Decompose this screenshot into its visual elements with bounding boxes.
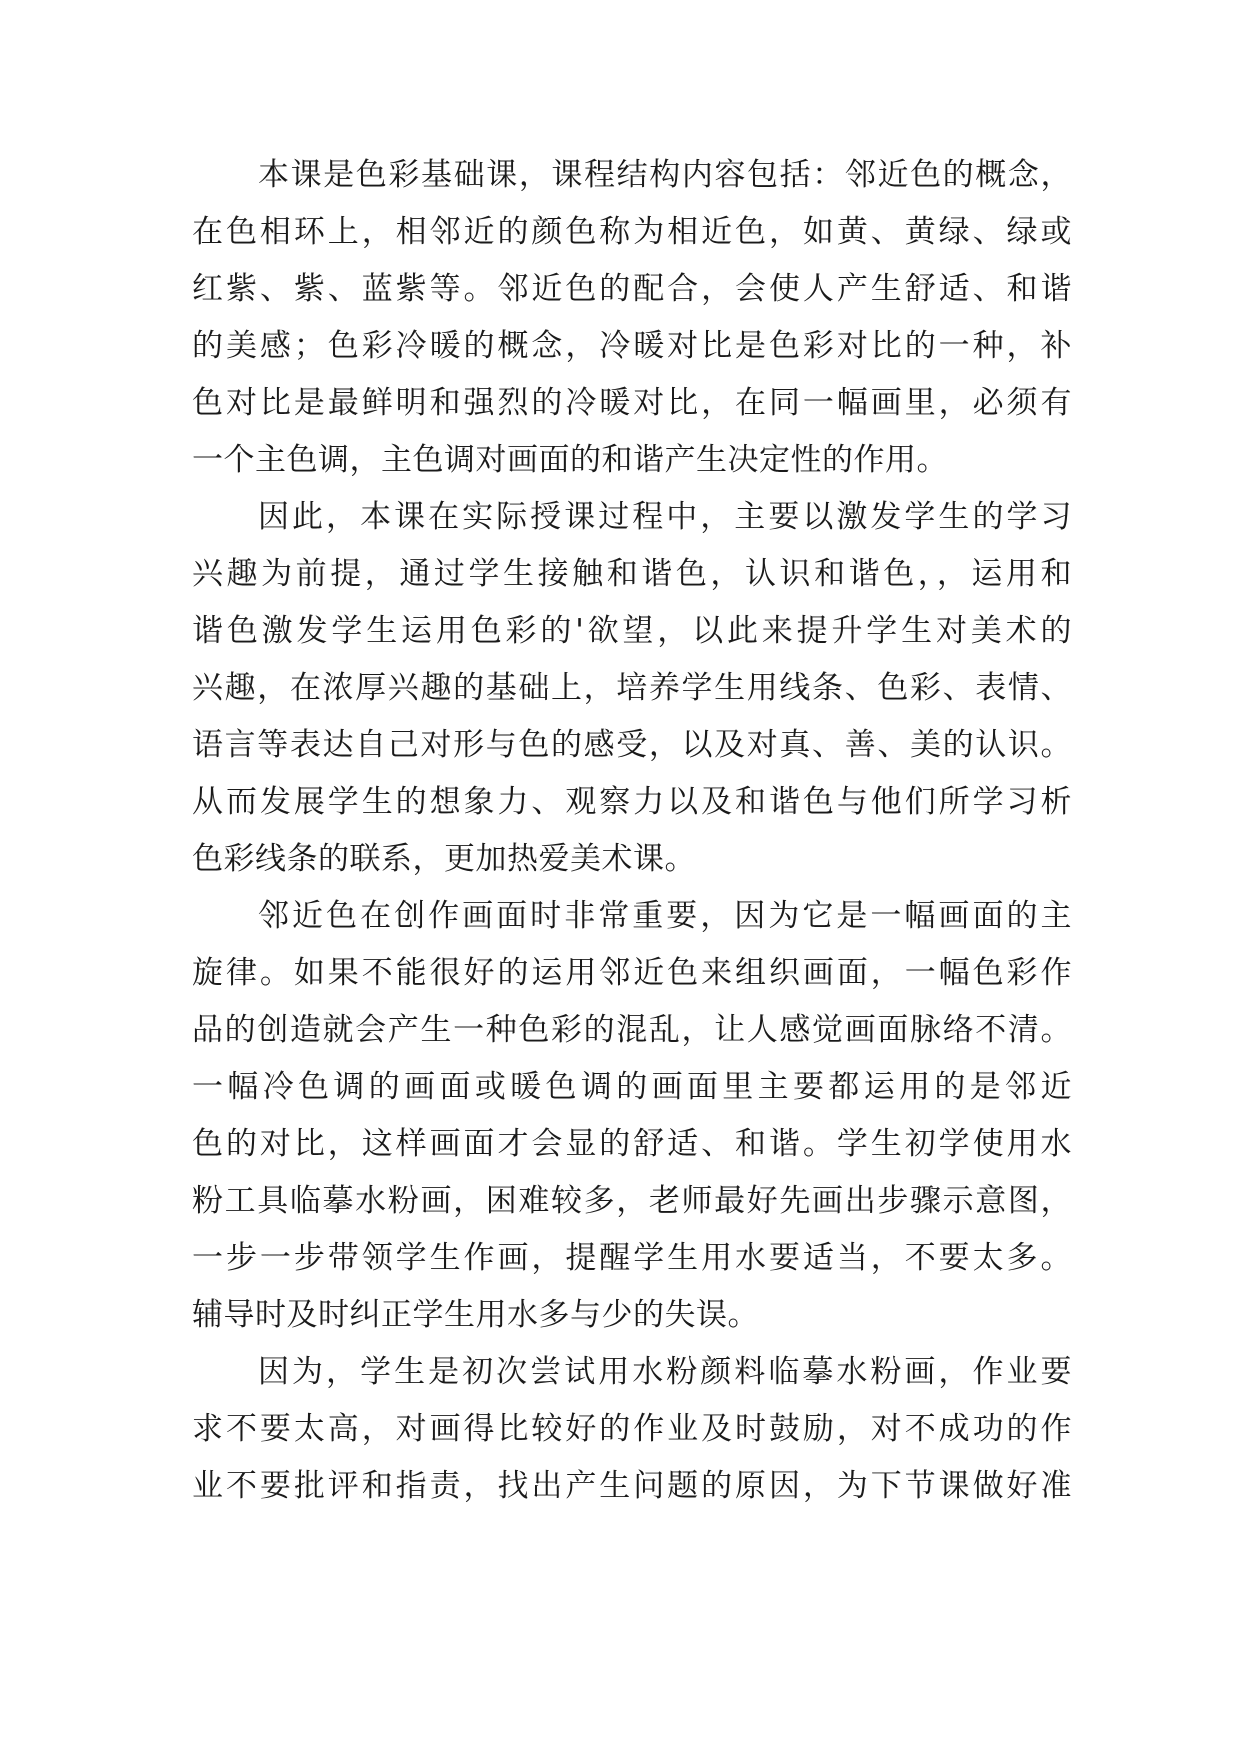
paragraph-2-line-2: 兴趣为前提，通过学生接触和谐色，认识和谐色，，运用和 <box>192 556 1072 592</box>
paragraph-1-line-2: 在色相环上，相邻近的颜色称为相近色，如黄、黄绿、绿或 <box>192 214 1072 250</box>
paragraph-2-line-5: 语言等表达自己对形与色的感受，以及对真、善、美的认识。 <box>192 727 1072 763</box>
paragraph-3-line-1: 邻近色在创作画面时非常重要，因为它是一幅画面的主 <box>258 898 1072 934</box>
paragraph-3-line-2: 旋律。如果不能很好的运用邻近色来组织画面，一幅色彩作 <box>192 955 1072 991</box>
paragraph-2-line-3: 谐色激发学生运用色彩的'欲望，以此来提升学生对美术的 <box>192 613 1072 649</box>
paragraph-4-line-3: 业不要批评和指责，找出产生问题的原因，为下节课做好准 <box>192 1468 1072 1504</box>
paragraph-4-line-2: 求不要太高，对画得比较好的作业及时鼓励，对不成功的作 <box>192 1411 1072 1447</box>
paragraph-3-line-4: 一幅冷色调的画面或暖色调的画面里主要都运用的是邻近 <box>192 1069 1072 1105</box>
paragraph-2-line-4: 兴趣，在浓厚兴趣的基础上，培养学生用线条、色彩、表情、 <box>192 670 1072 706</box>
paragraph-1-line-5: 色对比是最鲜明和强烈的冷暖对比，在同一幅画里，必须有 <box>192 385 1072 421</box>
paragraph-3-line-7: 一步一步带领学生作画，提醒学生用水要适当，不要太多。 <box>192 1240 1072 1276</box>
paragraph-3-line-3: 品的创造就会产生一种色彩的混乱，让人感觉画面脉络不清。 <box>192 1012 1072 1048</box>
paragraph-1-line-1: 本课是色彩基础课，课程结构内容包括：邻近色的概念， <box>258 157 1072 193</box>
paragraph-3-line-8: 辅导时及时纠正学生用水多与少的失误。 <box>192 1297 759 1333</box>
paragraph-3-line-5: 色的对比，这样画面才会显的舒适、和谐。学生初学使用水 <box>192 1126 1072 1162</box>
paragraph-1-line-4: 的美感；色彩冷暖的概念，冷暖对比是色彩对比的一种，补 <box>192 328 1072 364</box>
paragraph-2-line-6: 从而发展学生的想象力、观察力以及和谐色与他们所学习析 <box>192 784 1072 820</box>
paragraph-2-line-1: 因此，本课在实际授课过程中，主要以激发学生的学习 <box>258 499 1072 535</box>
paragraph-3-line-6: 粉工具临摹水粉画，困难较多，老师最好先画出步骤示意图， <box>192 1183 1072 1219</box>
paragraph-1-line-3: 红紫、紫、蓝紫等。邻近色的配合，会使人产生舒适、和谐 <box>192 271 1072 307</box>
paragraph-1-line-6: 一个主色调，主色调对画面的和谐产生决定性的作用。 <box>192 442 948 478</box>
paragraph-4-line-1: 因为，学生是初次尝试用水粉颜料临摹水粉画，作业要 <box>258 1354 1072 1390</box>
paragraph-2-line-7: 色彩线条的联系，更加热爱美术课。 <box>192 841 696 877</box>
